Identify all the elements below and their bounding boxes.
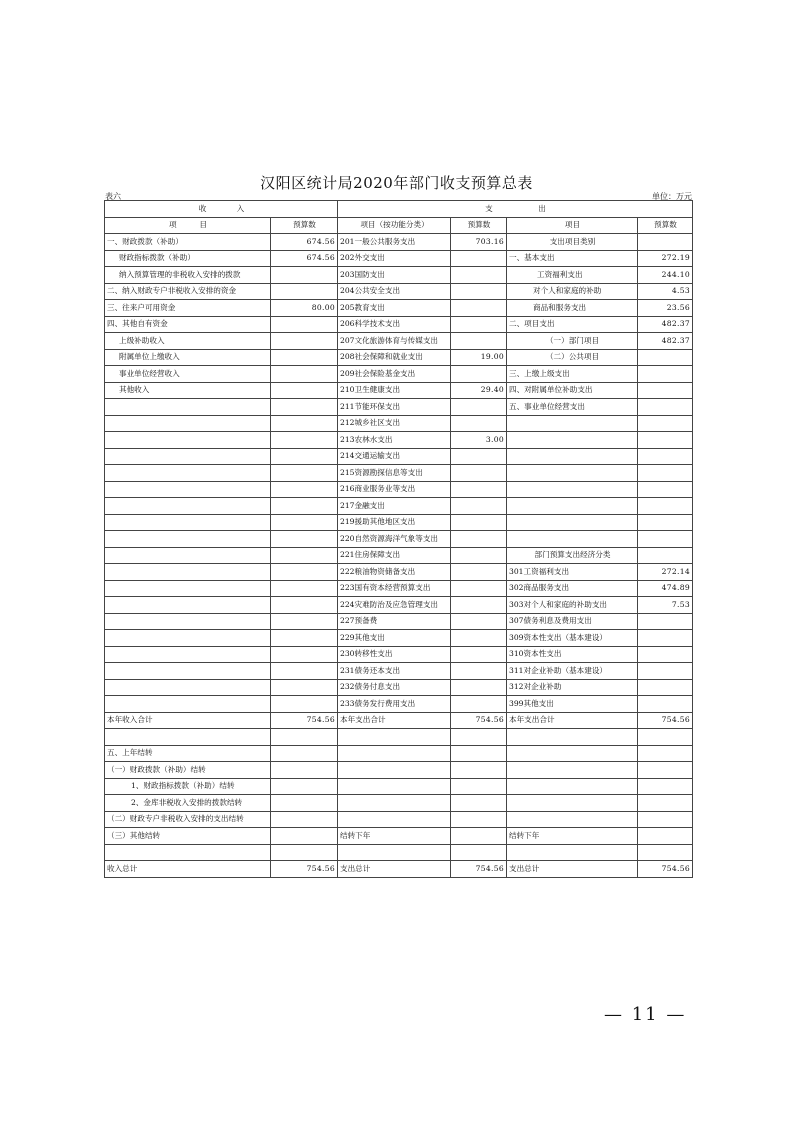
cell-function-amount — [451, 283, 507, 300]
table-row — [105, 415, 693, 432]
cell-income-item: 1、财政指标拨款（补助）结转 — [105, 778, 271, 795]
col-header-income-amount: 预算数 — [271, 217, 338, 234]
cell-function-item: 223国有资本经营预算支出 — [338, 580, 451, 597]
cell-expense-item: 303对个人和家庭的补助支出 — [507, 597, 638, 614]
cell-function-item: 支出总计 — [338, 861, 451, 878]
cell-expense-item: 本年支出合计 — [507, 712, 638, 729]
cell-expense-amount — [638, 498, 693, 515]
table-row — [105, 531, 693, 548]
table-row — [105, 333, 693, 350]
col-header-expense-amount: 预算数 — [638, 217, 693, 234]
cell-function-item: 220自然资源海洋气象等支出 — [338, 531, 451, 548]
cell-expense-item — [507, 498, 638, 515]
cell-function-item: 230转移性支出 — [338, 646, 451, 663]
cell-function-item: 232债务付息支出 — [338, 679, 451, 696]
cell-function-item: 201一般公共服务支出 — [338, 234, 451, 251]
income-group-header: 收 入 — [105, 201, 338, 218]
cell-expense-amount — [638, 366, 693, 383]
cell-income-item: 2、金库非税收入安排的拨款结转 — [105, 795, 271, 812]
cell-income-amount — [271, 762, 338, 779]
table-row — [105, 795, 693, 812]
cell-function-item — [338, 762, 451, 779]
cell-income-amount: 674.56 — [271, 250, 338, 267]
cell-function-amount — [451, 564, 507, 581]
cell-income-item — [105, 630, 271, 647]
table-row — [105, 382, 693, 399]
cell-function-amount: 703.16 — [451, 234, 507, 251]
cell-income-amount — [271, 663, 338, 680]
cell-income-item — [105, 696, 271, 713]
cell-function-item: 207文化旅游体育与传媒支出 — [338, 333, 451, 350]
cell-income-item: 三、往来户可用资金 — [105, 300, 271, 317]
cell-expense-amount: 482.37 — [638, 316, 693, 333]
cell-function-amount — [451, 366, 507, 383]
cell-income-item — [105, 663, 271, 680]
cell-expense-item: （一）部门项目 — [507, 333, 638, 350]
cell-income-item — [105, 399, 271, 416]
cell-income-amount — [271, 696, 338, 713]
cell-expense-item — [507, 762, 638, 779]
cell-expense-amount — [638, 382, 693, 399]
cell-expense-amount: 754.56 — [638, 712, 693, 729]
cell-expense-item — [507, 778, 638, 795]
cell-function-item: 204公共安全支出 — [338, 283, 451, 300]
cell-expense-amount: 754.56 — [638, 861, 693, 878]
cell-expense-amount — [638, 630, 693, 647]
cell-expense-amount — [638, 234, 693, 251]
cell-income-item: 事业单位经营收入 — [105, 366, 271, 383]
cell-income-amount — [271, 316, 338, 333]
cell-income-item: 纳入预算管理的非税收入安排的拨款 — [105, 267, 271, 284]
cell-expense-amount — [638, 844, 693, 861]
cell-expense-item: 支出项目类别 — [507, 234, 638, 251]
cell-function-item: 216商业服务业等支出 — [338, 481, 451, 498]
cell-income-amount — [271, 580, 338, 597]
cell-expense-item — [507, 448, 638, 465]
cell-expense-amount — [638, 729, 693, 746]
cell-expense-item — [507, 795, 638, 812]
cell-income-amount — [271, 613, 338, 630]
cell-function-item: 203国防支出 — [338, 267, 451, 284]
cell-income-item: 四、其他自有资金 — [105, 316, 271, 333]
cell-expense-item — [507, 811, 638, 828]
cell-expense-item: 307债务利息及费用支出 — [507, 613, 638, 630]
table-row — [105, 399, 693, 416]
cell-expense-amount — [638, 795, 693, 812]
cell-income-amount — [271, 349, 338, 366]
cell-income-item: 五、上年结转 — [105, 745, 271, 762]
cell-function-item — [338, 778, 451, 795]
cell-function-amount: 754.56 — [451, 712, 507, 729]
table-row — [105, 465, 693, 482]
cell-expense-amount: 244.10 — [638, 267, 693, 284]
cell-income-item: 上级补助收入 — [105, 333, 271, 350]
cell-function-item: 212城乡社区支出 — [338, 415, 451, 432]
cell-function-item: 217金融支出 — [338, 498, 451, 515]
cell-expense-amount — [638, 514, 693, 531]
cell-function-item: 结转下年 — [338, 828, 451, 845]
cell-expense-amount — [638, 432, 693, 449]
cell-expense-amount: 4.53 — [638, 283, 693, 300]
cell-function-item: 206科学技术支出 — [338, 316, 451, 333]
cell-income-item: 附属单位上缴收入 — [105, 349, 271, 366]
cell-expense-amount — [638, 349, 693, 366]
cell-function-amount — [451, 316, 507, 333]
cell-income-amount — [271, 366, 338, 383]
cell-expense-item — [507, 465, 638, 482]
cell-income-amount — [271, 415, 338, 432]
cell-expense-amount — [638, 399, 693, 416]
cell-function-item — [338, 745, 451, 762]
cell-function-item: 202外交支出 — [338, 250, 451, 267]
cell-income-amount — [271, 382, 338, 399]
cell-function-amount — [451, 250, 507, 267]
cell-expense-amount: 7.53 — [638, 597, 693, 614]
cell-income-item — [105, 432, 271, 449]
cell-expense-amount — [638, 762, 693, 779]
cell-expense-item — [507, 531, 638, 548]
cell-function-amount — [451, 465, 507, 482]
cell-expense-item — [507, 415, 638, 432]
cell-function-amount — [451, 514, 507, 531]
page-number: — 11 — — [604, 1004, 687, 1025]
cell-income-amount: 754.56 — [271, 861, 338, 878]
cell-income-amount — [271, 646, 338, 663]
cell-function-amount — [451, 333, 507, 350]
cell-income-item — [105, 844, 271, 861]
cell-function-item: 本年支出合计 — [338, 712, 451, 729]
cell-function-amount — [451, 729, 507, 746]
cell-expense-amount — [638, 679, 693, 696]
cell-income-amount — [271, 564, 338, 581]
cell-expense-amount — [638, 778, 693, 795]
cell-income-item — [105, 547, 271, 564]
cell-expense-item: 310资本性支出 — [507, 646, 638, 663]
cell-function-amount — [451, 531, 507, 548]
cell-income-amount — [271, 465, 338, 482]
cell-expense-item: 一、基本支出 — [507, 250, 638, 267]
cell-function-amount — [451, 630, 507, 647]
table-row — [105, 679, 693, 696]
cell-expense-amount: 474.89 — [638, 580, 693, 597]
cell-expense-item: 工资福利支出 — [507, 267, 638, 284]
cell-expense-item: 支出总计 — [507, 861, 638, 878]
table-row — [105, 778, 693, 795]
table-row — [105, 349, 693, 366]
cell-function-item: 219援助其他地区支出 — [338, 514, 451, 531]
cell-income-item: 收入总计 — [105, 861, 271, 878]
table-row — [105, 580, 693, 597]
cell-expense-amount: 482.37 — [638, 333, 693, 350]
cell-income-item — [105, 448, 271, 465]
cell-income-amount — [271, 795, 338, 812]
table-row — [105, 481, 693, 498]
cell-expense-amount — [638, 531, 693, 548]
table-row — [105, 547, 693, 564]
cell-income-item — [105, 481, 271, 498]
cell-income-amount — [271, 498, 338, 515]
table-row — [105, 844, 693, 861]
table-row — [105, 316, 693, 333]
cell-function-item: 229其他支出 — [338, 630, 451, 647]
table-label: 表六 — [105, 192, 121, 201]
col-header-function-amount: 预算数 — [451, 217, 507, 234]
cell-income-amount — [271, 630, 338, 647]
cell-income-item — [105, 564, 271, 581]
cell-function-item — [338, 811, 451, 828]
cell-expense-item — [507, 432, 638, 449]
cell-function-item: 210卫生健康支出 — [338, 382, 451, 399]
cell-function-amount — [451, 778, 507, 795]
cell-income-amount — [271, 283, 338, 300]
table-row — [105, 811, 693, 828]
table-row — [105, 448, 693, 465]
cell-expense-amount — [638, 745, 693, 762]
cell-income-amount — [271, 531, 338, 548]
table-row — [105, 514, 693, 531]
cell-function-amount: 3.00 — [451, 432, 507, 449]
cell-income-item: （三）其他结转 — [105, 828, 271, 845]
table-row — [105, 300, 693, 317]
cell-income-item — [105, 514, 271, 531]
cell-income-amount: 754.56 — [271, 712, 338, 729]
cell-income-item: （二）财政专户非税收入安排的支出结转 — [105, 811, 271, 828]
cell-income-item — [105, 597, 271, 614]
cell-function-amount: 29.40 — [451, 382, 507, 399]
cell-expense-item: 对个人和家庭的补助 — [507, 283, 638, 300]
cell-expense-item: 309资本性支出（基本建设） — [507, 630, 638, 647]
cell-income-amount — [271, 844, 338, 861]
cell-income-item — [105, 679, 271, 696]
cell-expense-item: 399其他支出 — [507, 696, 638, 713]
table-row — [105, 745, 693, 762]
cell-function-item: 215资源勘探信息等支出 — [338, 465, 451, 482]
cell-income-amount — [271, 778, 338, 795]
cell-income-amount — [271, 679, 338, 696]
table-row — [105, 564, 693, 581]
cell-income-item — [105, 531, 271, 548]
col-header-expense-item: 项目 — [507, 217, 638, 234]
cell-expense-item — [507, 745, 638, 762]
cell-income-amount: 80.00 — [271, 300, 338, 317]
cell-function-amount — [451, 745, 507, 762]
cell-expense-item: 部门预算支出经济分类 — [507, 547, 638, 564]
column-header-row — [105, 217, 693, 234]
cell-income-amount — [271, 448, 338, 465]
cell-function-item — [338, 844, 451, 861]
cell-function-amount — [451, 399, 507, 416]
cell-income-item: 本年收入合计 — [105, 712, 271, 729]
cell-income-amount — [271, 745, 338, 762]
cell-income-item — [105, 498, 271, 515]
cell-income-amount — [271, 811, 338, 828]
cell-function-amount — [451, 580, 507, 597]
cell-expense-item: 三、上缴上级支出 — [507, 366, 638, 383]
table-row — [105, 250, 693, 267]
cell-function-amount: 19.00 — [451, 349, 507, 366]
cell-income-amount — [271, 399, 338, 416]
cell-expense-item: 结转下年 — [507, 828, 638, 845]
cell-function-amount: 754.56 — [451, 861, 507, 878]
cell-function-amount — [451, 481, 507, 498]
cell-expense-amount — [638, 828, 693, 845]
cell-income-item — [105, 646, 271, 663]
cell-income-item: 其他收入 — [105, 382, 271, 399]
cell-expense-amount — [638, 613, 693, 630]
cell-income-item: （一）财政拨款（补助）结转 — [105, 762, 271, 779]
cell-function-amount — [451, 795, 507, 812]
table-row — [105, 646, 693, 663]
cell-income-amount — [271, 729, 338, 746]
col-header-function-item: 项目（按功能分类） — [338, 217, 451, 234]
cell-expense-item: 二、项目支出 — [507, 316, 638, 333]
cell-function-amount — [451, 415, 507, 432]
cell-function-amount — [451, 448, 507, 465]
cell-function-item: 231债务还本支出 — [338, 663, 451, 680]
cell-expense-amount — [638, 646, 693, 663]
table-row — [105, 597, 693, 614]
cell-function-amount — [451, 267, 507, 284]
budget-summary-table — [104, 200, 693, 878]
cell-expense-item: 五、事业单位经营支出 — [507, 399, 638, 416]
cell-expense-amount: 23.56 — [638, 300, 693, 317]
cell-expense-amount — [638, 811, 693, 828]
cell-function-item: 221住房保障支出 — [338, 547, 451, 564]
cell-income-amount: 674.56 — [271, 234, 338, 251]
table-title: 汉阳区统计局2020年部门收支预算总表 — [260, 174, 533, 192]
cell-function-amount — [451, 844, 507, 861]
cell-income-amount — [271, 514, 338, 531]
cell-function-item: 208社会保障和就业支出 — [338, 349, 451, 366]
cell-income-item — [105, 580, 271, 597]
cell-income-item: 一、财政拨款（补助） — [105, 234, 271, 251]
cell-function-amount — [451, 811, 507, 828]
cell-function-amount — [451, 300, 507, 317]
cell-income-amount — [271, 432, 338, 449]
table-row — [105, 283, 693, 300]
cell-expense-item: 311对企业补助（基本建设） — [507, 663, 638, 680]
table-row — [105, 663, 693, 680]
cell-function-amount — [451, 597, 507, 614]
table-row — [105, 498, 693, 515]
cell-income-item: 二、纳入财政专户非税收入安排的资金 — [105, 283, 271, 300]
cell-expense-amount: 272.14 — [638, 564, 693, 581]
cell-income-item — [105, 729, 271, 746]
cell-income-item — [105, 613, 271, 630]
cell-expense-item: 302商品服务支出 — [507, 580, 638, 597]
cell-income-amount — [271, 333, 338, 350]
cell-function-amount — [451, 663, 507, 680]
cell-function-item: 233债务发行费用支出 — [338, 696, 451, 713]
table-row — [105, 712, 693, 729]
cell-expense-item — [507, 514, 638, 531]
cell-expense-item: （二）公共项目 — [507, 349, 638, 366]
table-row — [105, 366, 693, 383]
cell-expense-item: 301工资福利支出 — [507, 564, 638, 581]
cell-function-amount — [451, 679, 507, 696]
cell-expense-amount — [638, 481, 693, 498]
cell-income-amount — [271, 267, 338, 284]
cell-function-item — [338, 795, 451, 812]
cell-function-item: 224灾难防治及应急管理支出 — [338, 597, 451, 614]
cell-function-amount — [451, 828, 507, 845]
cell-income-item — [105, 415, 271, 432]
group-header-row — [105, 201, 693, 218]
cell-expense-amount — [638, 448, 693, 465]
cell-expense-amount — [638, 696, 693, 713]
cell-function-item: 227预备费 — [338, 613, 451, 630]
cell-income-amount — [271, 597, 338, 614]
cell-function-item: 205教育支出 — [338, 300, 451, 317]
cell-expense-amount — [638, 465, 693, 482]
cell-function-item: 222粮油物资储备支出 — [338, 564, 451, 581]
cell-expense-amount — [638, 663, 693, 680]
cell-function-item: 213农林水支出 — [338, 432, 451, 449]
table-row — [105, 234, 693, 251]
table-row — [105, 729, 693, 746]
cell-expense-amount — [638, 415, 693, 432]
table-row — [105, 267, 693, 284]
cell-function-item: 214交通运输支出 — [338, 448, 451, 465]
cell-function-item: 211节能环保支出 — [338, 399, 451, 416]
cell-function-amount — [451, 646, 507, 663]
cell-expense-item — [507, 729, 638, 746]
cell-function-amount — [451, 547, 507, 564]
cell-income-amount — [271, 828, 338, 845]
cell-income-item: 财政指标拨款（补助） — [105, 250, 271, 267]
cell-function-amount — [451, 696, 507, 713]
cell-function-amount — [451, 498, 507, 515]
table-row — [105, 861, 693, 878]
table-row — [105, 630, 693, 647]
table-row — [105, 696, 693, 713]
table-row — [105, 828, 693, 845]
cell-expense-item — [507, 481, 638, 498]
cell-income-item — [105, 465, 271, 482]
cell-expense-item: 商品和服务支出 — [507, 300, 638, 317]
expense-group-header: 支 出 — [338, 201, 693, 218]
cell-expense-item — [507, 844, 638, 861]
cell-function-item — [338, 729, 451, 746]
cell-expense-amount: 272.19 — [638, 250, 693, 267]
cell-expense-item: 312对企业补助 — [507, 679, 638, 696]
cell-function-item: 209社会保险基金支出 — [338, 366, 451, 383]
table-row — [105, 613, 693, 630]
cell-function-amount — [451, 613, 507, 630]
table-row — [105, 432, 693, 449]
table-row — [105, 762, 693, 779]
cell-expense-amount — [638, 547, 693, 564]
cell-expense-item: 四、对附属单位补助支出 — [507, 382, 638, 399]
unit-label: 单位：万元 — [652, 192, 692, 201]
cell-income-amount — [271, 547, 338, 564]
cell-income-amount — [271, 481, 338, 498]
col-header-income-item: 项 目 — [105, 217, 271, 234]
cell-function-amount — [451, 762, 507, 779]
